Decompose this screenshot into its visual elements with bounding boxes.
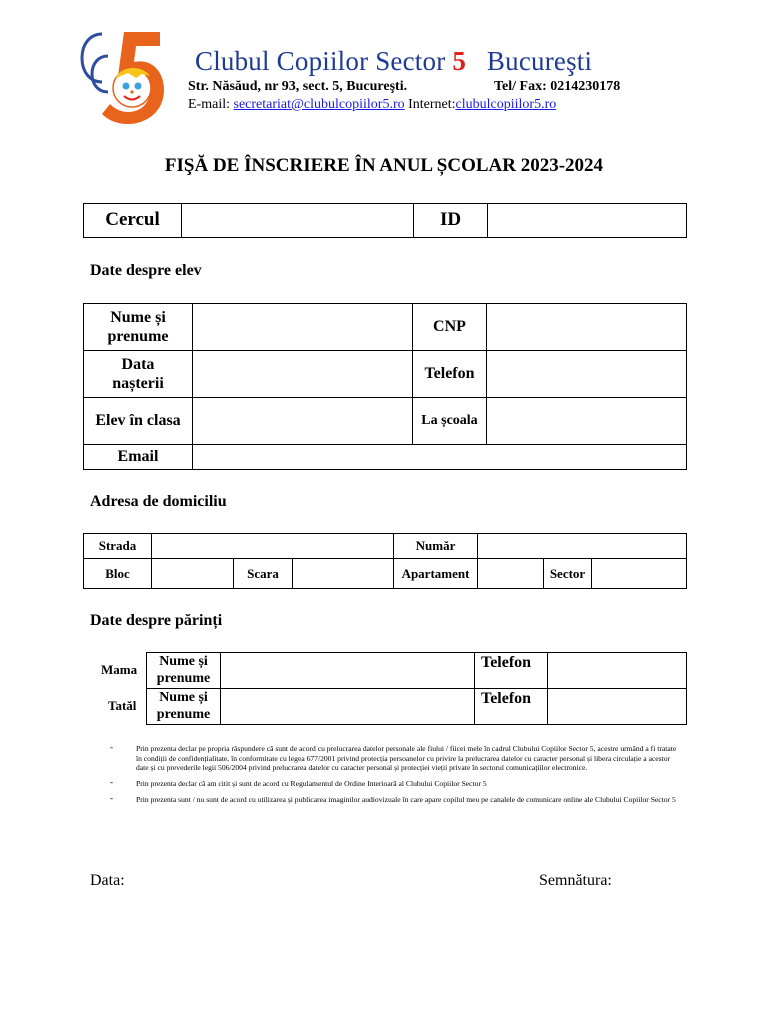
tatal-telefon-label: Telefon: [475, 689, 548, 725]
tatal-nume-field[interactable]: [221, 689, 475, 725]
nume-prenume-label: [84, 304, 193, 351]
note-text: Prin prezenta declar pe propria răspundere că sunt de acord cu prelucrarea datelor personale ale fiului / fiicei mele în cadrul Clubului Copiilor Sector 5, acestre urmând a fi tratate în condiții de confidențialitate, în conformitate cu legea 677/2001 privind protecția persoanelor cu privire la prelucrarea datelor cu caracter personal și libera circulație a acestor date și cu prevederile legii 506/2004 privind prelucrarea datelor cu caracter personal și protecției vieții private în sectorul comunicațiilor electronice.: [136, 744, 677, 773]
id-field[interactable]: [488, 204, 687, 238]
org-title: [195, 46, 592, 77]
la-scoala-label: La școala: [413, 398, 487, 445]
mama-telefon-label: Telefon: [475, 653, 548, 689]
bloc-label: Bloc: [84, 559, 152, 589]
tatal-nume-line2: prenume: [156, 706, 211, 722]
mama-label: Mama: [101, 662, 138, 677]
nume-label-line1: Nume și: [110, 308, 166, 326]
nume-prenume-field[interactable]: [193, 304, 413, 351]
numar-field[interactable]: [478, 534, 687, 559]
cercul-label: Cercul: [84, 204, 182, 238]
internet-label: Internet:: [408, 97, 456, 112]
la-scoala-field[interactable]: [487, 398, 687, 445]
tatal-nume-label: [147, 689, 221, 725]
email-field[interactable]: [193, 445, 687, 470]
tatal-telefon-field[interactable]: [548, 689, 687, 725]
id-label: ID: [414, 204, 488, 238]
apartament-field[interactable]: [478, 559, 544, 589]
data-label: Data:: [90, 872, 125, 889]
data-nasterii-field[interactable]: [193, 351, 413, 398]
scara-field[interactable]: [293, 559, 394, 589]
form-title: FIŞĂ DE ÎNSCRIERE ÎN ANUL ȘCOLAR 2023-2024: [164, 155, 604, 176]
note-text: Prin prezenta declar că am citit și sunt de acord cu Regulamentul de Ordine Interioară al Clubului Copiilor Sector 5: [136, 778, 487, 788]
data-label-line2: nașterii: [112, 375, 164, 392]
mama-nume-field[interactable]: [221, 653, 475, 689]
mama-nume-line1: Nume și: [159, 653, 208, 669]
address-table: [83, 533, 687, 589]
club-logo-icon: [80, 26, 166, 126]
tatal-nume-line1: Nume și: [159, 689, 208, 705]
address-section-title: Adresa de domiciliu: [90, 493, 227, 510]
student-table: [83, 303, 687, 470]
consent-note-imagini: [110, 792, 680, 805]
data-nasterii-label: [84, 351, 193, 398]
note-dash: -: [110, 776, 113, 787]
note-dash: -: [110, 792, 113, 803]
org-title-city: Bucureşti: [486, 46, 593, 76]
strada-field[interactable]: [152, 534, 394, 559]
telefon-field[interactable]: [487, 351, 687, 398]
cnp-field[interactable]: [487, 304, 687, 351]
consent-note-data: [110, 744, 680, 773]
address: Str. Năsăud, nr 93, sect. 5, Bucureşti.: [188, 79, 408, 94]
email-label: E-mail:: [188, 97, 230, 112]
mama-telefon-field[interactable]: [548, 653, 687, 689]
data-label-line1: Data: [121, 355, 155, 373]
consent-notes: [110, 744, 680, 810]
mama-nume-label: [147, 653, 221, 689]
bloc-field[interactable]: [152, 559, 234, 589]
elev-clasa-field[interactable]: [193, 398, 413, 445]
telefon-label: Telefon: [413, 351, 487, 398]
address-line: [188, 79, 621, 95]
mama-nume-line2: prenume: [156, 670, 211, 686]
note-dash: -: [110, 742, 113, 752]
tel-fax: Tel/ Fax: 0214230178: [494, 79, 621, 94]
parents-section-title: Date despre părinți: [90, 612, 223, 629]
circle-id-table: [83, 203, 687, 238]
email-label-cell: Email: [84, 445, 193, 470]
apartament-label: Apartament: [394, 559, 478, 589]
cercul-field[interactable]: [182, 204, 414, 238]
note-text: Prin prezenta sunt / nu sunt de acord cu utilizarea și publicarea imaginilor audiovizuale în care apare copilul meu pe canalele de comunicare online ale Clubului Copiilor Sector 5: [136, 794, 676, 804]
scara-label: Scara: [234, 559, 293, 589]
numar-label: Număr: [394, 534, 478, 559]
strada-label: Strada: [84, 534, 152, 559]
contact-line: [188, 97, 556, 113]
parents-table: [146, 652, 687, 725]
sector-label: Sector: [544, 559, 592, 589]
sector-field[interactable]: [592, 559, 687, 589]
website-link[interactable]: clubulcopiilor5.ro: [455, 97, 557, 112]
semnatura-label: Semnătura:: [539, 872, 612, 889]
consent-note-regulament: [110, 776, 680, 789]
email-link[interactable]: secretariat@clubulcopiilor5.ro: [233, 97, 405, 112]
elev-clasa-label: Elev în clasa: [84, 398, 193, 445]
tatal-label: Tatăl: [108, 698, 137, 713]
nume-label-line2: prenume: [107, 328, 169, 345]
cnp-label: CNP: [413, 304, 487, 351]
org-title-number: 5: [452, 46, 467, 76]
student-section-title: Date despre elev: [90, 262, 202, 279]
org-title-part1: Clubul Copiilor Sector: [195, 46, 446, 76]
